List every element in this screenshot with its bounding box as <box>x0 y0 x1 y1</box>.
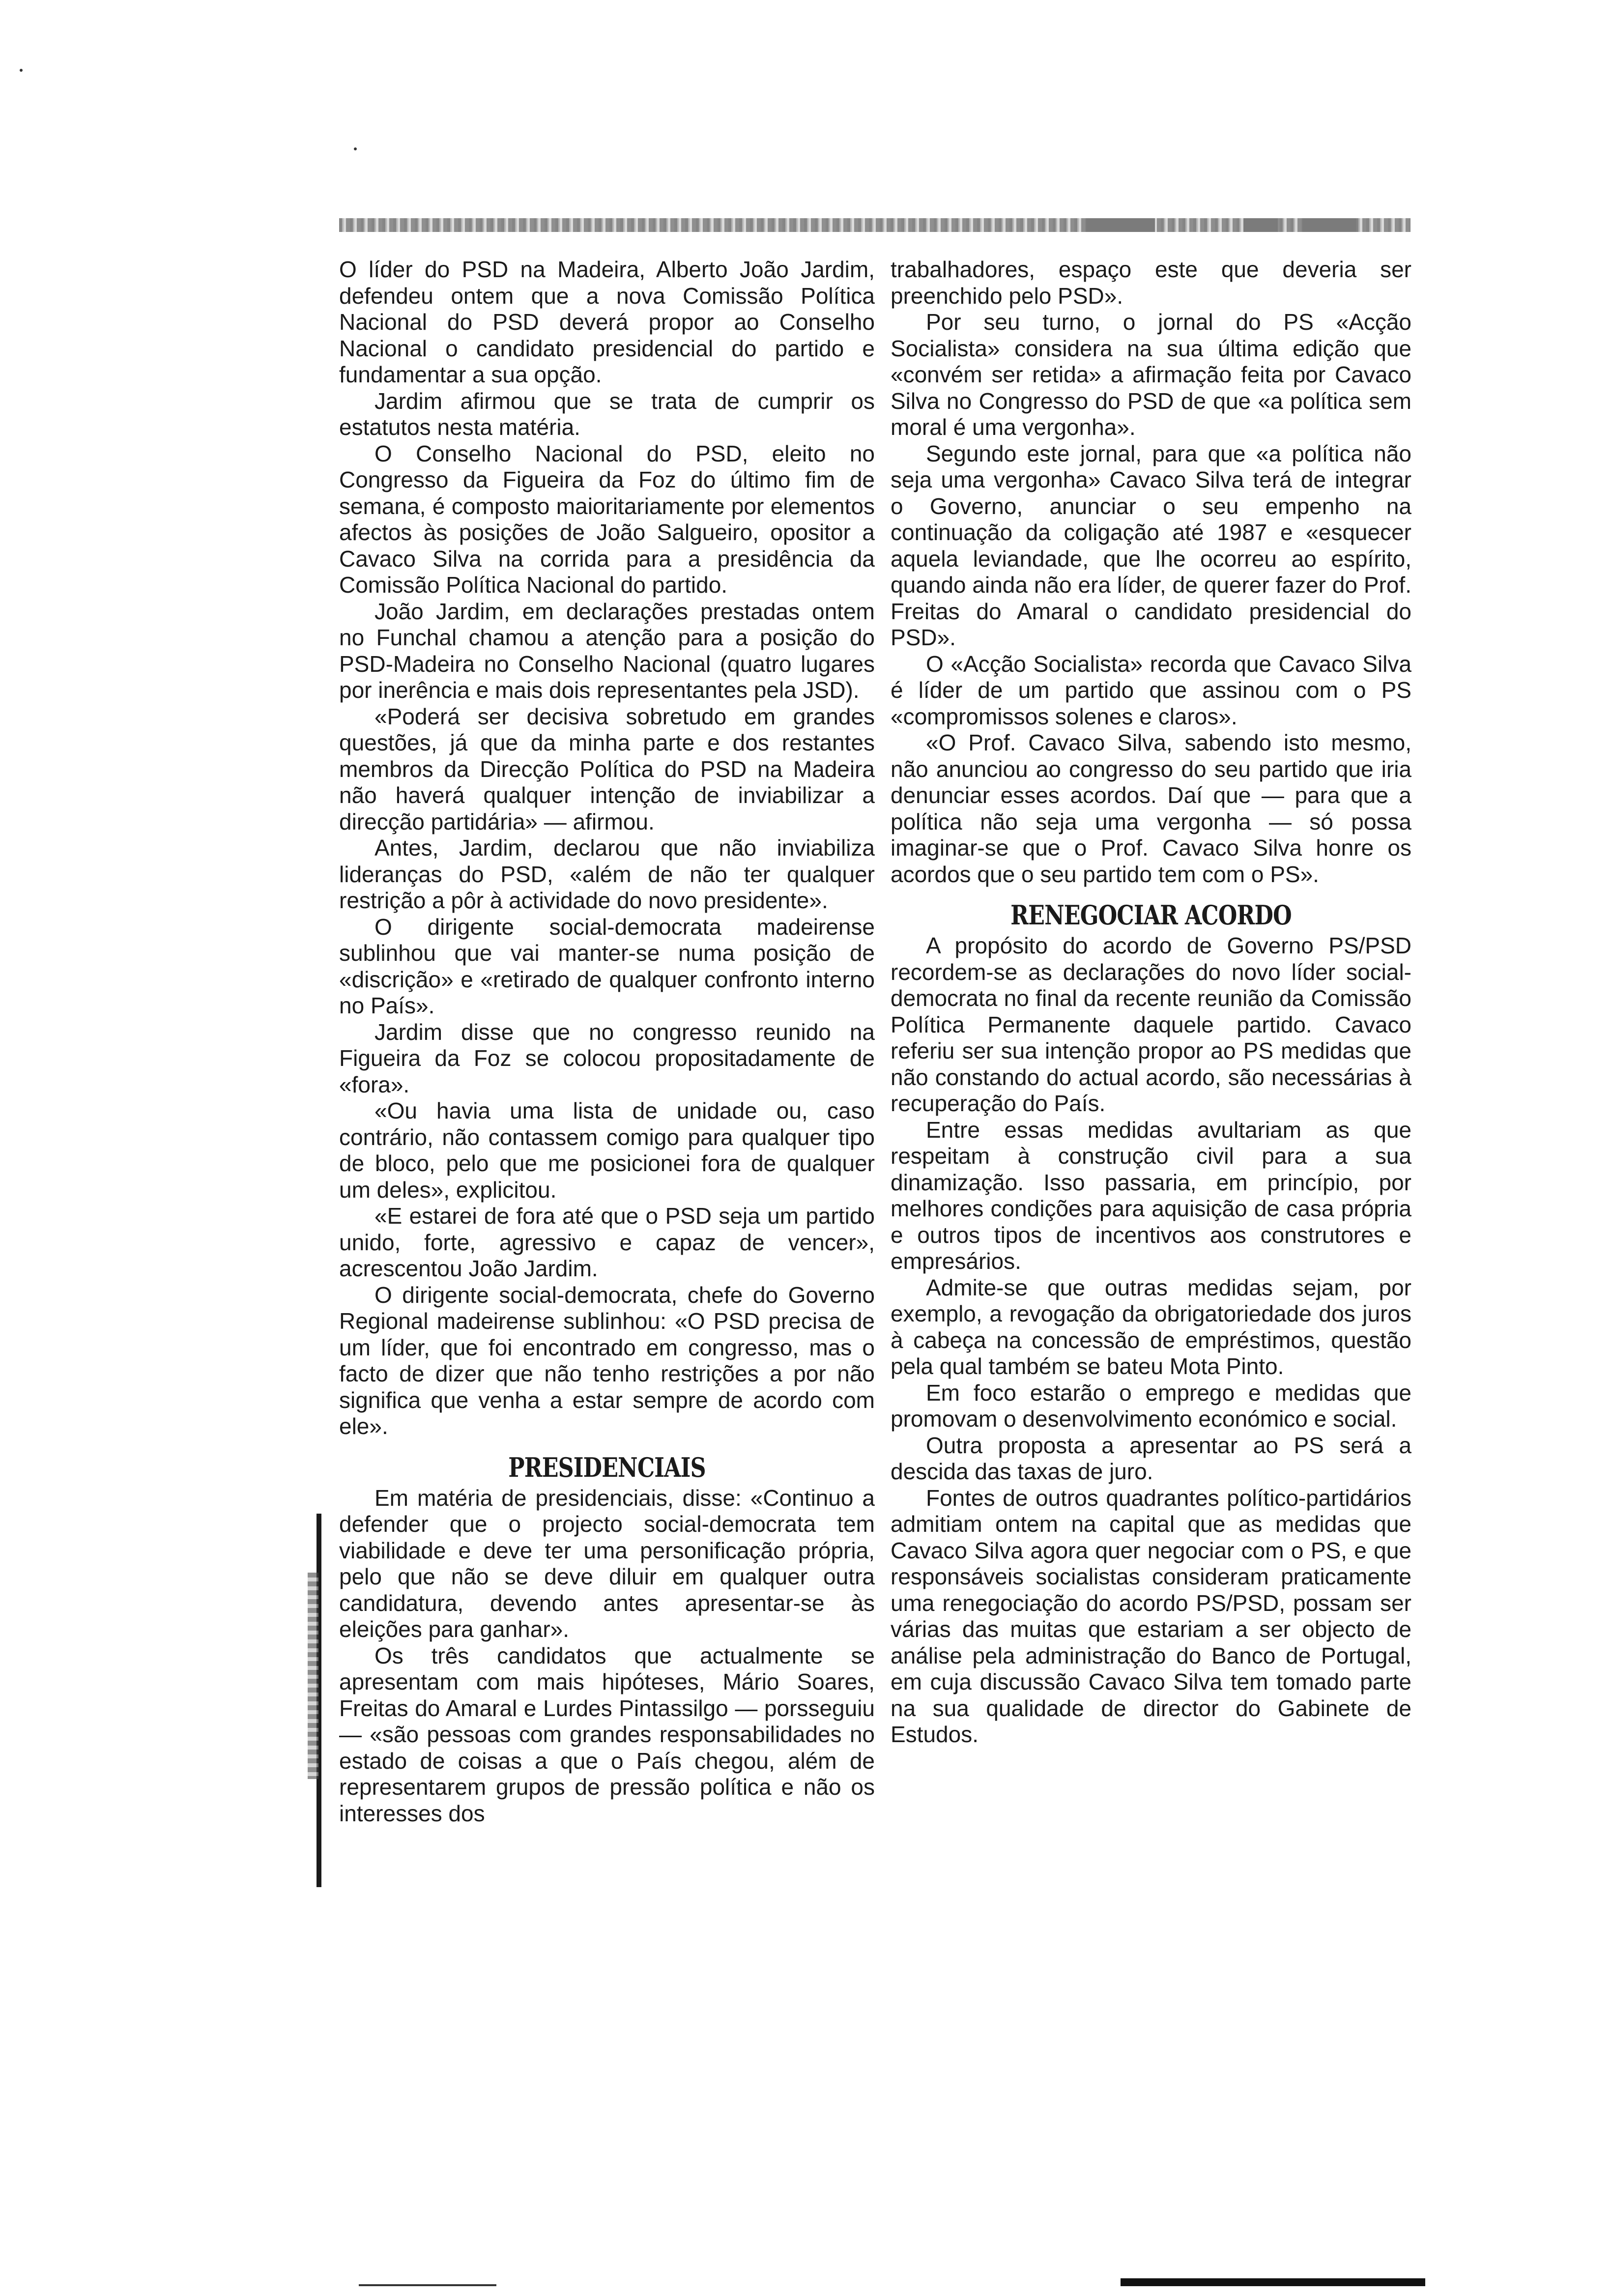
paragraph: Jardim afirmou que se trata de cumprir os estatutos nesta matéria. <box>339 388 875 440</box>
paragraph: Jardim disse que no congresso reunido na Figueira da Foz se colocou propositadamente de «fora». <box>339 1019 875 1097</box>
paragraph: O «Acção Socialista» recorda que Cavaco Silva é líder de um partido que assinou com o PS «compromissos solenes e claros». <box>891 651 1411 729</box>
paragraph: João Jardim, em declarações prestadas ontem no Funchal chamou a atenção para a posição do PSD-Madeira no Conselho Nacional (quatro lugares por inerência e mais dois representantes pela JSD). <box>339 598 875 703</box>
paragraph: Entre essas medidas avultariam as que respeitam à construção civil para a sua dinamização. Isso passaria, em princípio, por melhores condições para aquisição de casa própria e outros tipos de incentivos aos construtores e empresários. <box>891 1117 1411 1274</box>
paragraph: Admite-se que outras medidas sejam, por exemplo, a revogação da obrigatoriedade dos juros à cabeça na concessão de empréstimos, questão pela qual também se bateu Mota Pinto. <box>891 1274 1411 1379</box>
paragraph: Fontes de outros quadrantes político-partidários admitiam ontem na capital que as medidas que Cavaco Silva agora quer negociar com o PS, e que responsáveis socialistas consideram praticamente uma renegociação do acordo PS/PSD, possam ser várias das muitas que estariam a ser objecto de análise pela administração do Banco de Portugal, em cuja discussão Cavaco Silva tem tomado parte na sua qualidade de director do Gabinete de Estudos. <box>891 1485 1411 1747</box>
paragraph: O dirigente social-democrata madeirense sublinhou que vai manter-se numa posição de «discrição» e «retirado de qualquer confronto interno no País». <box>339 914 875 1018</box>
paragraph: Os três candidatos que actualmente se apresentam com mais hipóteses, Mário Soares, Freitas do Amaral e Lurdes Pintassilgo — porsseguiu — «são pessoas com grandes responsabilidades no estado de coisas a que o País chegou, além de representarem grupos de pressão política e não os interesses dos <box>339 1642 875 1826</box>
speck <box>20 69 23 72</box>
paragraph: Segundo este jornal, para que «a política não seja uma vergonha» Cavaco Silva terá de integrar o Governo, anunciar o seu empenho na continuação da coligação até 1987 e «esquecer aquela leviandade, que lhe ocorreu ao espírito, quando ainda não era líder, de querer fazer do Prof. Freitas do Amaral o candidato presidencial do PSD». <box>891 440 1411 650</box>
paragraph: O Conselho Nacional do PSD, eleito no Congresso da Figueira da Foz do último fim de semana, é composto maioritariamente por elementos afectos às posições de João Salgueiro, opositor a Cavaco Silva na corrida para a presidência da Comissão Política Nacional do partido. <box>339 440 875 598</box>
article-column-right <box>891 257 1411 1748</box>
paragraph: «Poderá ser decisiva sobretudo em grandes questões, já que da minha parte e dos restantes membros da Direcção Política do PSD na Madeira não haverá qualquer intenção de inviabilizar a direcção partidária» — afirmou. <box>339 703 875 834</box>
paragraph: Por seu turno, o jornal do PS «Acção Socialista» considera na sua última edição que «convém ser retida» a afirmação feita por Cavaco Silva no Congresso do PSD de que «a política sem moral é uma vergonha». <box>891 309 1411 440</box>
paragraph: «Ou havia uma lista de unidade ou, caso contrário, não contassem comigo para qualquer tipo de bloco, pelo que me posicionei fora de qualquer um deles», explicitou. <box>339 1098 875 1203</box>
paragraph: «E estarei de fora até que o PSD seja um partido unido, forte, agressivo e capaz de vencer», acrescentou João Jardim. <box>339 1203 875 1281</box>
paragraph: «O Prof. Cavaco Silva, sabendo isto mesmo, não anunciou ao congresso do seu partido que iria denunciar esses acordos. Daí que — para que a política não seja uma vergonha — só possa imaginar-se que o Prof. Cavaco Silva honre os acordos que o seu partido tem com o PS». <box>891 730 1411 887</box>
speck <box>354 147 357 150</box>
paragraph: O líder do PSD na Madeira, Alberto João Jardim, defendeu ontem que a nova Comissão Política Nacional do PSD deverá propor ao Conselho Nacional o candidato presidencial do partido e fundamentar a sua opção. <box>339 257 875 387</box>
article-column-left <box>339 257 875 1827</box>
paragraph: trabalhadores, espaço este que deveria ser preenchido pelo PSD». <box>891 257 1411 309</box>
section-heading-presidenciais: PRESIDENCIAIS <box>508 1451 706 1483</box>
scan-artifact-top <box>339 218 1410 232</box>
paragraph: Outra proposta a apresentar ao PS será a descida das taxas de juro. <box>891 1432 1411 1484</box>
paragraph: Antes, Jardim, declarou que não inviabiliza lideranças do PSD, «além de não ter qualquer restrição a pôr à actividade do novo presidente». <box>339 835 875 913</box>
paragraph: O dirigente social-democrata, chefe do Governo Regional madeirense sublinhou: «O PSD precisa de um líder, que foi encontrado em congresso, mas o facto de dizer que não tenho restrições a por não significa que venha a estar sempre de acordo com ele». <box>339 1282 875 1439</box>
paragraph: A propósito do acordo de Governo PS/PSD recordem-se as declarações do novo líder social-democrata no final da recente reunião da Comissão Política Permanente daquele partido. Cavaco referiu ser sua intenção propor ao PS medidas que não constando do actual acordo, são necessárias à recuperação do País. <box>891 933 1411 1116</box>
paragraph: Em matéria de presidenciais, disse: «Continuo a defender que o projecto social-democrata tem viabilidade e deve ter uma personificação própria, pelo que não se deve diluir em qualquer outra candidatura, devendo antes apresentar-se às eleições para ganhar». <box>339 1485 875 1642</box>
paragraph: Em foco estarão o emprego e medidas que promovam o desenvolvimento económico e social. <box>891 1379 1411 1432</box>
bottom-rule-left <box>359 2284 496 2286</box>
margin-scan-texture <box>308 1573 318 1779</box>
section-heading-renegociar-acordo: RENEGOCIAR ACORDO <box>1010 899 1292 931</box>
bottom-rule-right <box>1121 2278 1425 2286</box>
